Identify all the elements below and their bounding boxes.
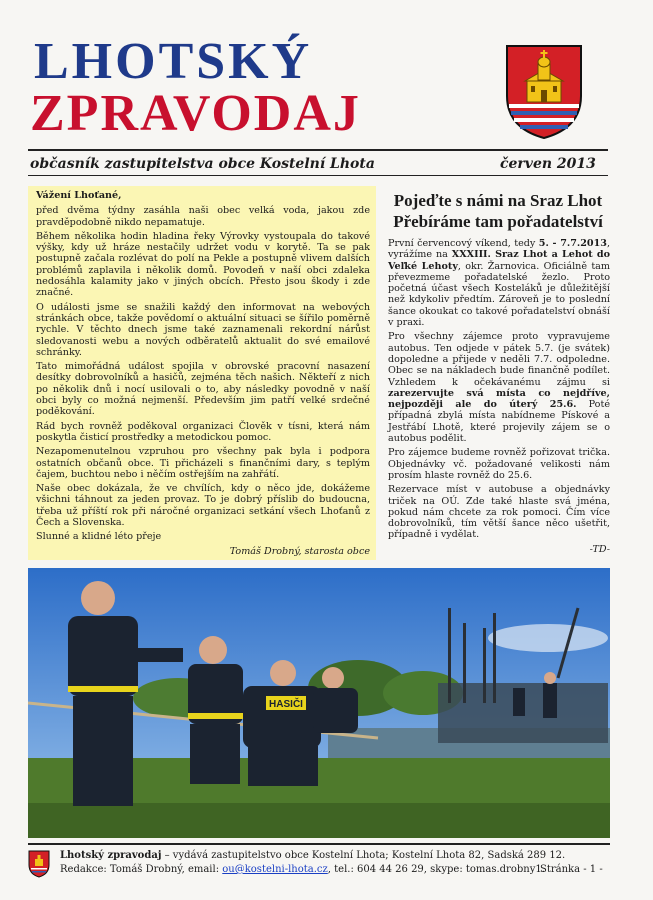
text-run: Pro všechny zájemce proto vypravujeme autobus. Ten odjede v pátek 5.7. (je svátek) dopoledne a přijede v neděli 7.7. odpoledne. Obec se na nákladech bude finančně podílet. Vzhledem k očekávanému zájmu si [388,331,610,388]
headline-line1: Pojeďte s námi na Sraz Lhot [393,191,603,210]
article-paragraph [388,331,610,444]
article-paragraph: Rezervace míst v autobuse a objednávky triček na OÚ. Zde také hlaste svá jména, pokud nám chcete za rok pomoci. Čím více dobrovolníků, tím větší šance něco ušetřit, případně i vydělat. [388,484,610,541]
mayor-letter-paragraph: O události jsme se snažili každý den informovat na webových stránkách obce, takže povědomí o aktuální situaci se šířilo poměrně rychle. V těchto dnech jsme také zaznamenali rekordní nárůst sledovanosti webu a nových odběratelů aktualit do své emailové schránky. [36,301,370,358]
mayor-letter-paragraph: Během několika hodin hladina řeky Výrovky vystoupala do takové výšky, kdy už hráze nestačily udržet vodu v korytě. Ta se pak postupně začala rozlévat do polí na Pekle a postupně vlivem dalších problémů zaplavila i několik domů. Povodeň v naší obci zdaleka nedosáhla kalamity jako v jiných obcích. Přesto jsou škody i zde značné. [36,230,370,299]
bold-run: XXXIII. Sraz Lhot a Lehot do Veľké Lehoty [388,249,611,272]
text-run: , okr. Žarnovica. Oficiálně tam převezmeme pořadatelské žezlo. Proto početná účast všech Kosteláků je důležitější než kdykoliv předtím. Zároveň je to poslední šance okoukat co takové pořadatelství obnáší v praxi. [388,260,610,329]
mayor-letter-paragraph: Rád bych rovněž poděkoval organizaci Člověk v tísni, která nám poskytla čisticí prostředky a metodickou pomoc. [36,420,370,443]
mayor-letter-greeting: Vážení Lhoťané, [36,190,122,201]
footer-phone-skype: , tel.: 604 44 26 29, skype: tomas.drobny1. [327,864,545,875]
bold-run: 5. - 7.7.2013 [538,238,607,249]
footer-title: Lhotský zpravodaj [60,850,162,861]
mayor-signature: Tomáš Drobný, starosta obce [229,545,370,557]
masthead-rule-top [28,149,608,151]
right-article-body [388,238,610,558]
mayor-letter-closing: Slunné a klidné léto přeje [36,531,162,543]
bold-run: zarezervujte svá místa co nejdříve, nejpozději ale do úterý 25.6. [388,387,610,411]
village-coat-of-arms-icon [505,44,583,140]
masthead-title-line1: LHOTSKÝ [34,33,313,90]
headline-line2: Přebíráme tam pořadatelství [393,212,603,231]
footer-coat-of-arms-icon [28,850,50,878]
text-run: První červencový víkend, tedy [388,238,539,249]
mayor-letter-paragraph: Tato mimořádná událost spojila v obrovské pracovní nasazení desítky dobrovolníků a hasičů, zejména těch našich. Někteří z nich po několik dnů i nocí usilovali o to, aby následky povodně v naší obci byly co možná nejmenší. Především jim patří velké srdečné poděkování. [36,361,370,418]
footer-rule [28,843,610,845]
text-run: Poté případná zbylá místa nabídneme Pískové a Jestřábí Lhotě, které projevily zájem se o autobus podělit. [388,399,610,445]
mayor-letter [36,190,370,560]
mayor-letter-paragraph: Nezapomenutelnou vzpruhou pro všechny pak byla i podpora ostatních občanů obce. Ti přicházeli s finančními dary, s teplým čajem, buchtou nebo i něčím ostřejším na zahřátí. [36,446,370,480]
article-paragraph [388,238,610,328]
footer-address: – vydává zastupitelstvo obce Kostelní Lhota; Kostelní Lhota 82, Sadská 289 12. [161,850,566,861]
text-run: , vyrážíme na [388,238,610,261]
footer-email-link[interactable]: ou@kostelni-lhota.cz [222,864,328,875]
footer-contact-line [60,864,545,875]
hasici-vest-label: HASIČI [269,699,303,710]
masthead-title-line2: ZPRAVODAJ [30,85,361,142]
masthead-subtitle: občasník zastupitelstva obce Kostelní Lhota [30,156,375,172]
page-number: Stránka - 1 - [540,864,603,875]
mayor-letter-paragraph: před dvěma týdny zasáhla naši obec velká voda, jakou zde pravděpodobně nikdo nepamatuje. [36,205,370,228]
issue-date: červen 2013 [500,156,596,172]
masthead-rule-bottom [28,175,608,176]
article-paragraph: Pro zájemce budeme rovněž pořizovat trička. Objednávky vč. požadované velikosti nám prosím hlaste rovněž do 25.6. [388,447,610,481]
right-article-headline [386,190,610,232]
footer-publisher-line [60,850,565,861]
firefighters-photo [28,568,610,838]
footer-editor: Redakce: Tomáš Drobný, email: [60,864,223,875]
author-initials: -TD- [589,543,610,555]
mayor-letter-paragraph: Naše obec dokázala, že ve chvílích, kdy o něco jde, dokážeme všichni táhnout za jeden provaz. To je dobrý příslib do budoucna, třeba už příští rok při náročné organizaci setkání všech Lhoťanů z Čech a Slovenska. [36,483,370,529]
